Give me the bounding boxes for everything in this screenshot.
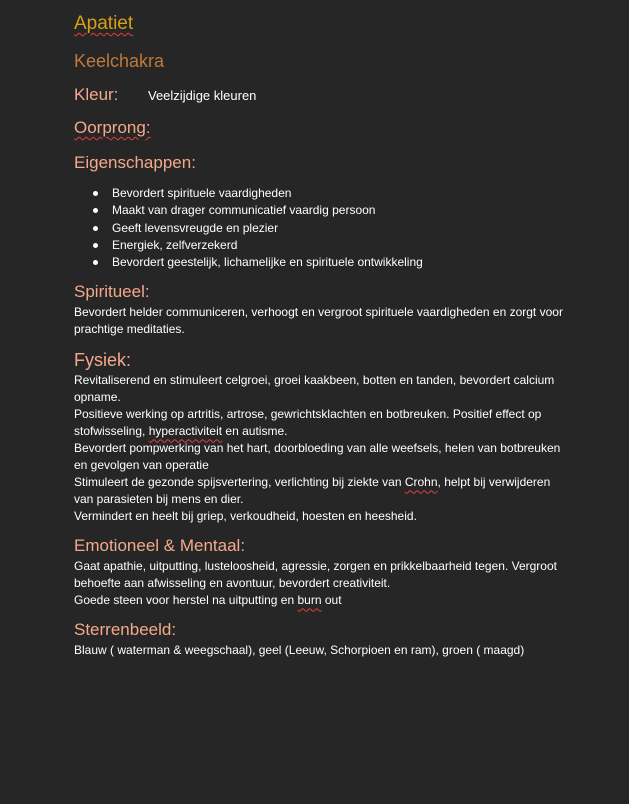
spiritueel-heading: Spiritueel: bbox=[74, 282, 150, 302]
fysiek-paragraph: Vermindert en heelt bij griep, verkoudheid, hoesten en heesheid. bbox=[74, 509, 417, 524]
list-item: Energiek, zelfverzekerd bbox=[112, 237, 574, 254]
emotioneel-paragraph: Gaat apathie, uitputting, lusteloosheid, agressie, zorgen en prikkelbaarheid tegen. Vergroot behoefte aan afwisseling en avontuur, bevordert creativiteit. bbox=[74, 559, 557, 591]
emotioneel-paragraph-text: Goede steen voor herstel na uitputting en bbox=[74, 593, 298, 608]
list-item: Bevordert spirituele vaardigheden bbox=[112, 185, 574, 202]
document-subtitle: Keelchakra bbox=[74, 51, 165, 71]
spiritueel-paragraph: Bevordert helder communiceren, verhoogt en vergroot spirituele vaardigheden en zorgt voor prachtige meditaties. bbox=[74, 305, 563, 337]
eigenschappen-list bbox=[74, 185, 574, 271]
sterrenbeeld-paragraph: Blauw ( waterman & weegschaal), geel (Leeuw, Schorpioen en ram), groen ( maagd) bbox=[74, 643, 525, 658]
fysiek-heading: Fysiek: bbox=[74, 350, 132, 371]
emotioneel-heading: Emotioneel & Mentaal: bbox=[74, 536, 246, 556]
list-item: Bevordert geestelijk, lichamelijke en spirituele ontwikkeling bbox=[112, 254, 574, 271]
fysiek-paragraph-text: , helpt bij verwijderen van parasieten bij mens en dier. bbox=[74, 475, 551, 507]
document-title bbox=[74, 10, 574, 40]
spell-word: Crohn bbox=[404, 475, 438, 490]
document-body[interactable] bbox=[74, 10, 574, 659]
fysiek-paragraph-text: Positieve werking op artritis, artrose, gewrichtsklachten en botbreuken. Positief effect op stofwisseling, bbox=[74, 407, 542, 439]
spell-word: hyperactiviteit bbox=[148, 424, 223, 439]
spell-word: burn bbox=[297, 593, 322, 608]
emotioneel-paragraph bbox=[74, 592, 564, 609]
fysiek-paragraph-text: Stimuleert de gezonde spijsvertering, verlichting bij ziekte van bbox=[74, 475, 405, 490]
oorsprong-heading-text: Oorprong: bbox=[74, 118, 151, 137]
fysiek-paragraph: Bevordert pompwerking van het hart, doorbloeding van alle weefsels, helen van botbreuken en gevolgen van operatie bbox=[74, 441, 561, 473]
emotioneel-paragraph-text: out bbox=[321, 593, 342, 608]
list-item: Maakt van drager communicatief vaardig persoon bbox=[112, 202, 574, 219]
kleur-row bbox=[74, 85, 574, 105]
title-text: Apatiet bbox=[74, 13, 134, 34]
sterrenbeeld-heading: Sterrenbeeld: bbox=[74, 620, 177, 640]
fysiek-paragraph: Revitaliserend en stimuleert celgroei, groei kaakbeen, botten en tanden, bevordert calcium opname. bbox=[74, 373, 555, 405]
fysiek-paragraph bbox=[74, 474, 564, 508]
kleur-value: Veelzijdige kleuren bbox=[148, 88, 257, 103]
eigenschappen-heading: Eigenschappen: bbox=[74, 153, 196, 172]
oorsprong-heading bbox=[74, 116, 574, 140]
fysiek-paragraph-text: en autisme. bbox=[222, 424, 288, 439]
list-item: Geeft levensvreugde en plezier bbox=[112, 220, 574, 237]
fysiek-paragraph bbox=[74, 406, 564, 440]
kleur-label: Kleur: bbox=[74, 85, 119, 104]
